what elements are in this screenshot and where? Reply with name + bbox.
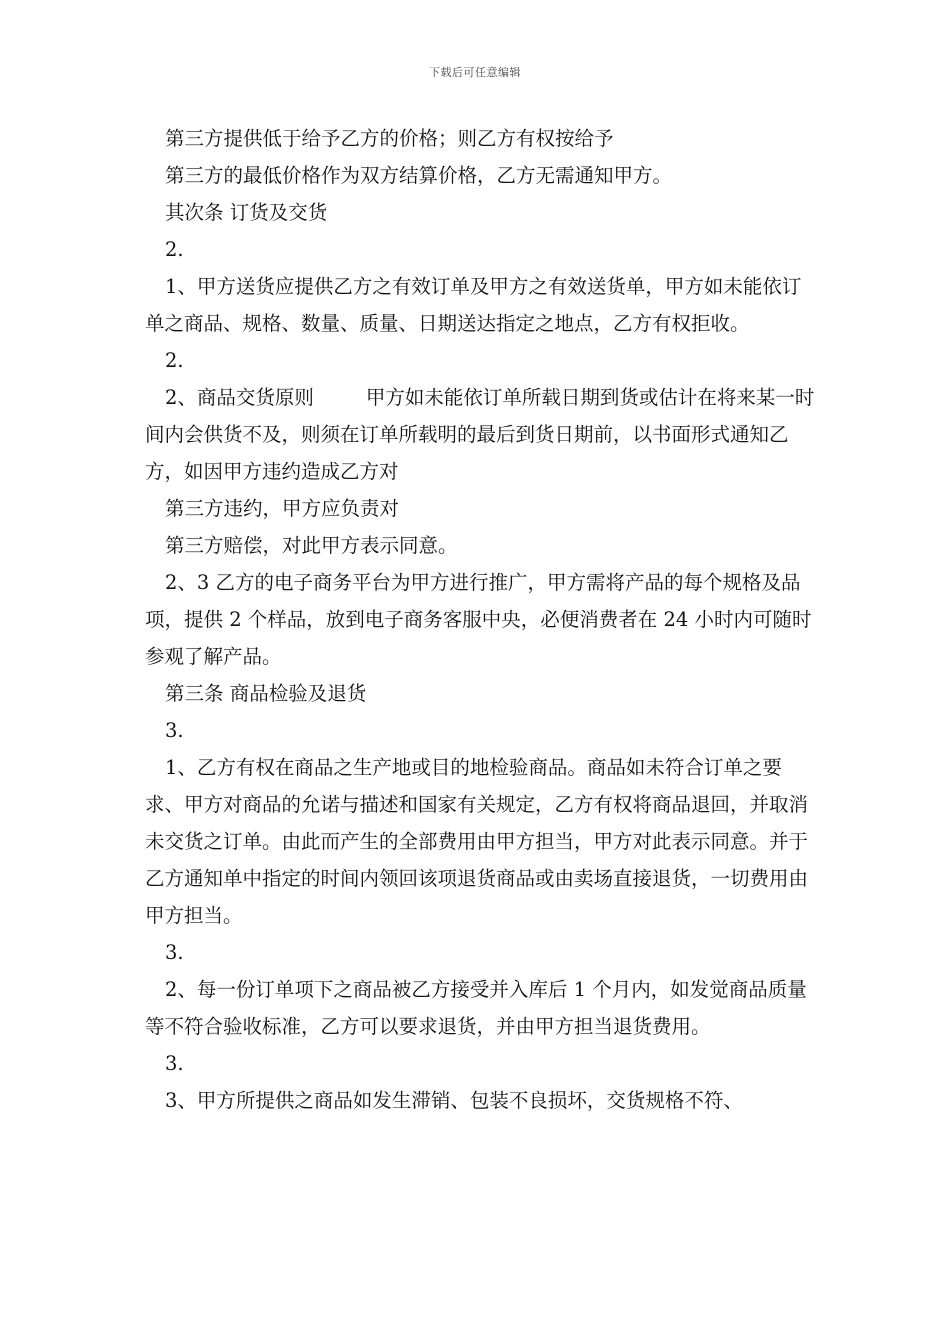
section-number: 3. [165,941,184,964]
paragraph: 3、甲方所提供之商品如发生滞销、包装不良损坏，交货规格不符、 [165,1089,743,1112]
paragraph: 第三方违约，甲方应负责对 [165,497,400,520]
section-number: 2. [165,349,184,372]
paragraph: 第三方提供低于给予乙方的价格；则乙方有权按给予 [165,127,614,150]
paragraph: 1、乙方有权在商品之生产地或目的地检验商品。商品如未符合订单之要求、甲方对商品的允诺与描述和国家有关规定，乙方有权将商品退回，并取消未交货之订单。由此而产生的全部费用由甲方担当，甲方对此表示同意。并于乙方通知单中指定的时间内领回该项退货商品或由卖场直接退货，一切费用由甲方担当。 [145,756,809,927]
section-heading: 其次条 订货及交货 [165,201,328,224]
section-number: 3. [165,1052,184,1075]
clause-title: 2、商品交货原则 [165,386,314,409]
paragraph: 第三方赔偿，对此甲方表示同意。 [165,534,458,557]
section-heading: 第三条 商品检验及退货 [165,682,367,705]
paragraph: 第三方的最低价格作为双方结算价格，乙方无需通知甲方。 [165,164,673,187]
section-number: 3. [165,719,184,742]
paragraph: 1、甲方送货应提供乙方之有效订单及甲方之有效送货单，甲方如未能依订单之商品、规格、数量、质量、日期送达指定之地点，乙方有权拒收。 [145,275,802,335]
document-body [145,120,817,1119]
paragraph: 2、3 乙方的电子商务平台为甲方进行推广，甲方需将产品的每个规格及品项，提供 2 个样品，放到电子商务客服中央，必便消费者在 24 小时内可随时参观了解产品。 [145,571,812,668]
page-header-note: 下载后可任意编辑 [429,66,521,79]
paragraph [145,379,817,490]
section-number: 2. [165,238,184,261]
clause-text: 甲方如未能依订单所载日期到货或估计在将来某一时间内会供货不及，则须在订单所载明的最后到货日期前，以书面形式通知乙方，如因甲方违约造成乙方对 [145,386,815,483]
paragraph: 2、每一份订单项下之商品被乙方接受并入库后 1 个月内，如发觉商品质量等不符合验收标准，乙方可以要求退货，并由甲方担当退货费用。 [145,978,807,1038]
